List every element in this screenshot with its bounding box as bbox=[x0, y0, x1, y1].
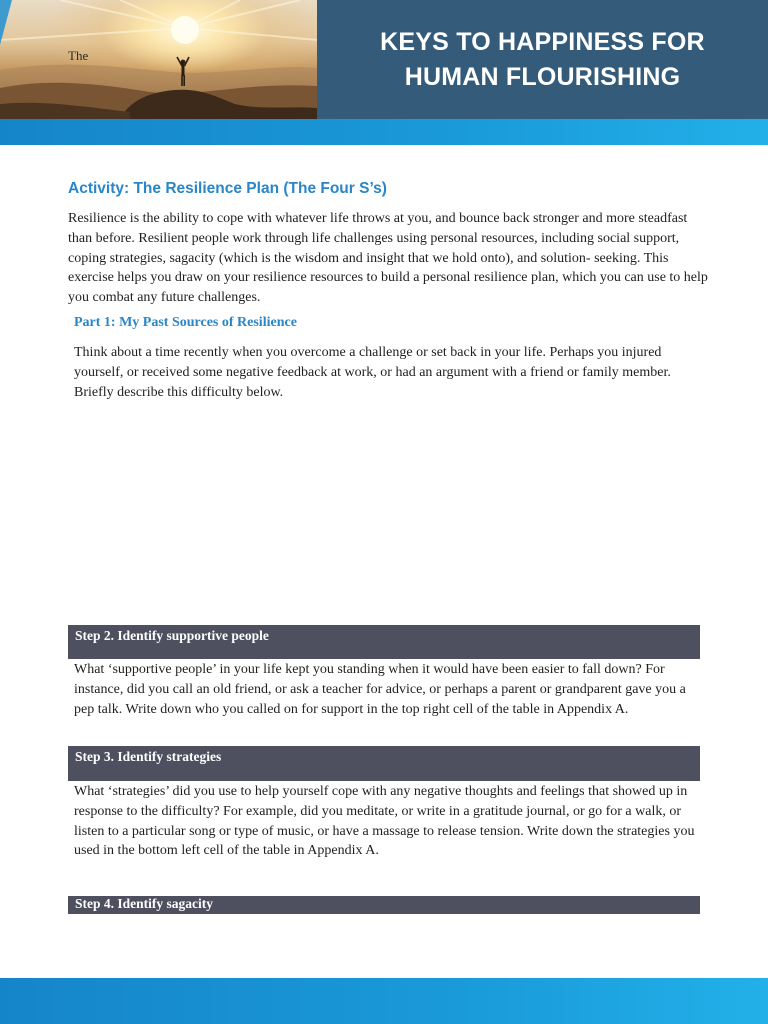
hero-caption: The bbox=[68, 48, 89, 63]
activity-heading: Activity: The Resilience Plan (The Four S’s) bbox=[68, 180, 387, 197]
page-title-line-1: KEYS TO HAPPINESS FOR bbox=[380, 27, 705, 56]
step-4-header: Step 4. Identify sagacity bbox=[68, 896, 700, 914]
title-panel bbox=[317, 0, 768, 119]
hero-image bbox=[0, 0, 317, 119]
step-2-paragraph: What ‘supportive people’ in your life kept you standing when it would have been easier to fall down? For instance, did you call an old friend, or ask a teacher for advice, or perhaps a parent or grandparent gave you a pep talk. Write down who you called on for support in the top right cell of the table in Appendix A. bbox=[74, 662, 686, 717]
page-header bbox=[0, 0, 768, 145]
header-accent-bar bbox=[0, 119, 768, 145]
activity-intro-paragraph: Resilience is the ability to cope with whatever life throws at you, and bounce back stronger and more steadfast than before. Resilient people work through life challenges using personal resources, including social support, coping strategies, sagacity (which is the wisdom and insight that we hold onto), and solution- seeking. This exercise helps you draw on your resilience resources to build a personal resilience plan, which you can use to help you combat any future challenges. bbox=[68, 211, 708, 306]
part-1-heading: Part 1: My Past Sources of Resilience bbox=[74, 315, 297, 330]
part-1-paragraph: Think about a time recently when you overcome a challenge or set back in your life. Perhaps you injured yourself, or received some negative feedback at work, or had an argument with a friend or family member. Briefly describe this difficulty below. bbox=[74, 345, 671, 400]
footer-accent-bar bbox=[0, 978, 768, 1024]
step-2-header: Step 2. Identify supportive people bbox=[68, 625, 700, 659]
page-title-line-2: HUMAN FLOURISHING bbox=[404, 62, 681, 91]
sunrise-mountain-illustration bbox=[0, 0, 317, 119]
step-3-paragraph: What ‘strategies’ did you use to help yourself cope with any negative thoughts and feelings that showed up in response to the difficulty? For example, did you meditate, or write in a gratitude journal, or go for a walk, or listen to a particular song or type of music, or have a massage to release tension. Write down the strategies you used in the bottom left cell of the table in Appendix A. bbox=[74, 784, 695, 859]
step-3-header: Step 3. Identify strategies bbox=[68, 746, 700, 781]
